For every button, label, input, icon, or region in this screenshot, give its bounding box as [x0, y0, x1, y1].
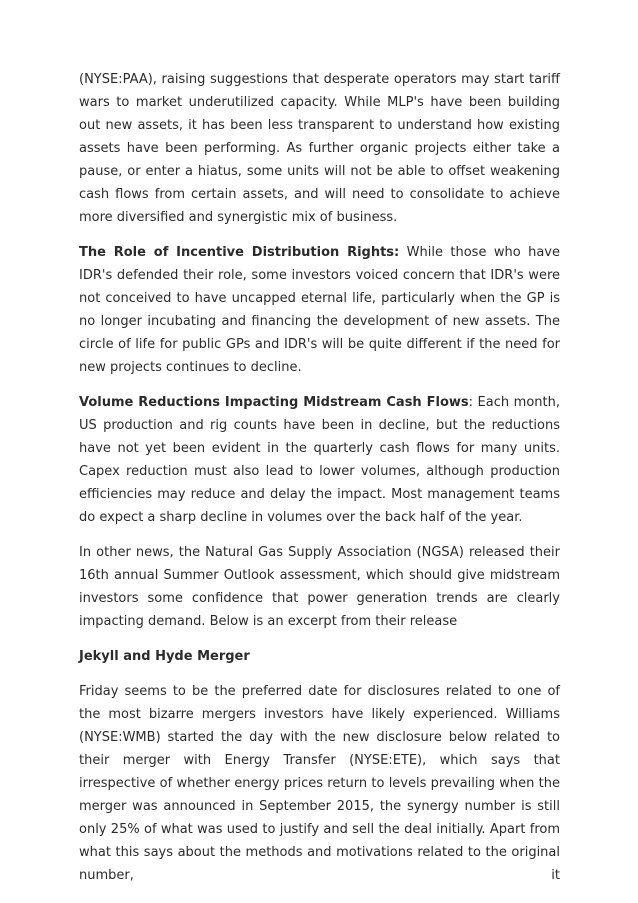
paragraph-text: In other news, the Natural Gas Supply Association (NGSA) released their 16th annual Summer Outlook assessment, which should give midstream investors some confidence that power generation trends are clearly impacting demand. Below is an excerpt from their release: [79, 545, 560, 629]
section-heading: Jekyll and Hyde Merger: [79, 649, 250, 664]
paragraph-lead: The Role of Incentive Distribution Rights:: [79, 245, 400, 260]
paragraph-volume-reductions: [79, 391, 560, 529]
document-page: [79, 68, 560, 899]
paragraph-merger: Friday seems to be the preferred date for disclosures related to one of the most bizarre mergers investors have likely experienced. Williams (NYSE:WMB) started the day with the new disclosure below related to their merger with Energy Transfer (NYSE:ETE), which says that irrespective of whether energy prices return to levels prevailing when the merger was announced in September 2015, the synergy number is still only 25% of what was used to justify and sell the deal initially. Apart from what this says about the methods and motivations related to the original number, it: [79, 684, 560, 883]
paragraph-text: : Each month, US production and rig counts have been in decline, but the reductions have not yet been evident in the quarterly cash flows for many units. Capex reduction must also lead to lower volumes, although production efficiencies may reduce and delay the impact. Most management teams do expect a sharp decline in volumes over the back half of the year.: [79, 395, 560, 525]
paragraph-ngsa: [79, 541, 560, 633]
paragraph-tariff-wars: [79, 68, 560, 229]
paragraph-lead: Volume Reductions Impacting Midstream Cash Flows: [79, 395, 469, 410]
paragraph-text: (NYSE:PAA), raising suggestions that desperate operators may start tariff wars to market underutilized capacity. While MLP's have been building out new assets, it has been less transparent to understand how existing assets have been performing. As further organic projects either take a pause, or enter a hiatus, some units will not be able to offset weakening cash flows from certain assets, and will need to consolidate to achieve more diversified and synergistic mix of business.: [79, 72, 560, 225]
paragraph-text: While those who have IDR's defended their role, some investors voiced concern that IDR's were not conceived to have uncapped eternal life, particularly when the GP is no longer incubating and financing the development of new assets. The circle of life for public GPs and IDR's will be quite different if the need for new projects continues to decline.: [79, 245, 560, 375]
paragraph-idr: [79, 241, 560, 379]
